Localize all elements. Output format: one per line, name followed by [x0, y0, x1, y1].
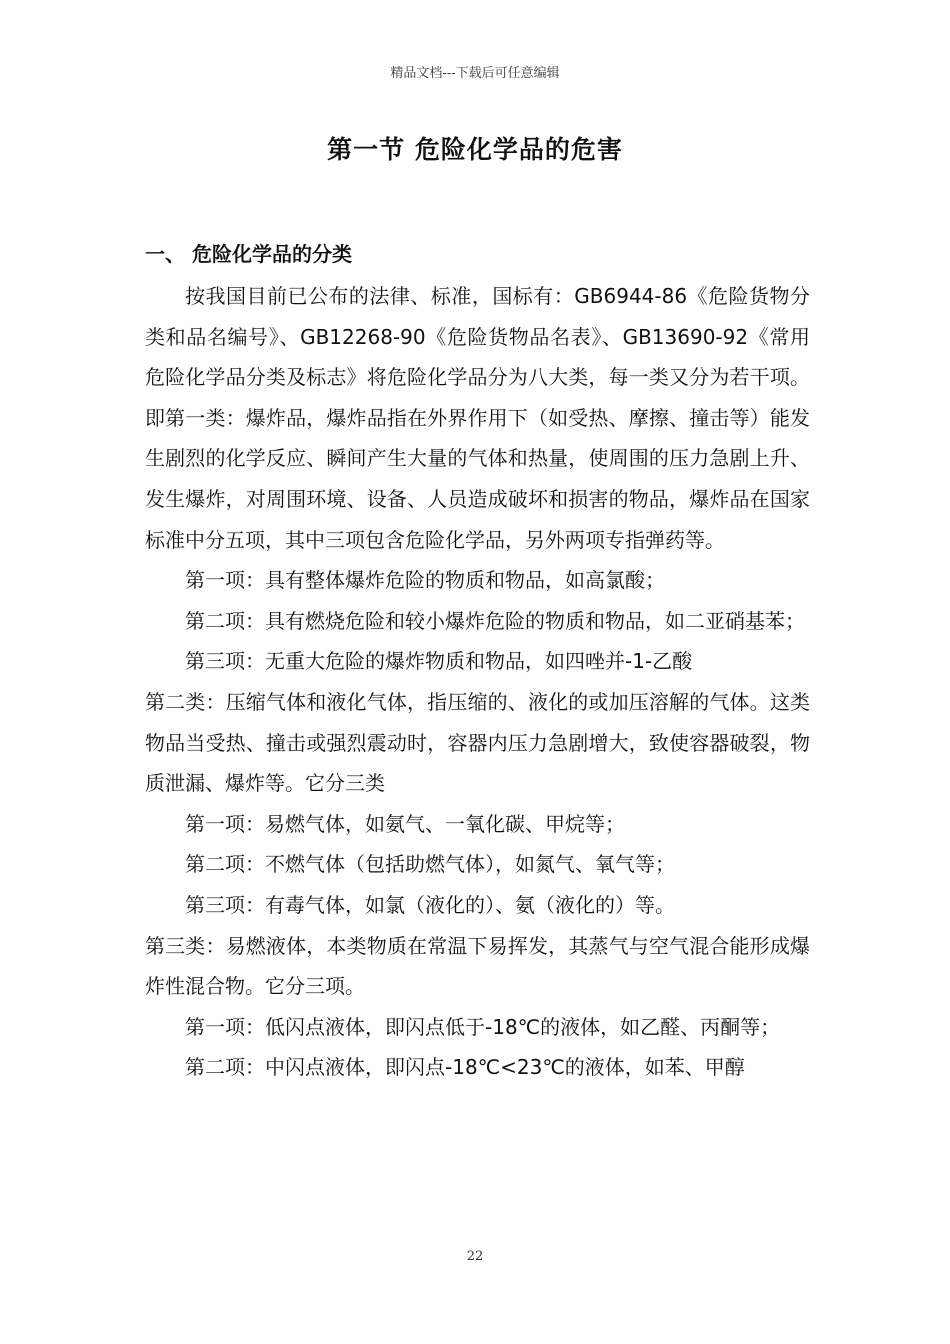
- paragraph-class2: 第二类：压缩气体和液化气体，指压缩的、液化的或加压溶解的气体。这类物品当受热、撞击或强烈震动时，容器内压力急剧增大，致使容器破裂，物质泄漏、爆炸等。它分三类: [145, 689, 810, 796]
- paragraph-class2-item3: 第三项：有毒气体，如氯（液化的）、氨（液化的）等。: [185, 892, 675, 917]
- paragraph-class2-item2: 第二项：不燃气体（包括助燃气体），如氮气、氧气等；: [185, 852, 675, 877]
- paragraph-intro: 按我国目前已公布的法律、标准，国标有：GB6944-86《危险货物分类和品名编号》、GB12268-90《危险货物品名表》、GB13690-92《常用危险化学品分类及标志》将危险化学品分为八大类，每一类又分为若干项。即第一类：爆炸品，爆炸品指在外界作用下（如受热、摩擦、撞击等）能发生剧烈的化学反应、瞬间产生大量的气体和热量，使周围的压力急剧上升、发生爆炸，对周围环境、设备、人员造成破坏和损害的物品，爆炸品在国家标准中分五项，其中三项包含危险化学品，另外两项专指弹药等。: [145, 284, 810, 552]
- page-number: 22: [466, 1249, 484, 1264]
- page-title: 第一节 危险化学品的危害: [327, 135, 623, 164]
- page-header: 精品文档---下载后可任意编辑: [390, 66, 560, 81]
- section-heading: 一、 危险化学品的分类: [145, 242, 352, 266]
- body-text: [145, 276, 810, 1088]
- paragraph-class2-item1: 第一项：易燃气体，如氨气、一氧化碳、甲烷等；: [185, 811, 625, 836]
- paragraph-class3-item1: 第一项：低闪点液体，即闪点低于-18℃的液体，如乙醛、丙酮等；: [185, 1014, 781, 1039]
- paragraph-class1-item2: 第二项：具有燃烧危险和较小爆炸危险的物质和物品，如二亚硝基苯；: [185, 608, 805, 633]
- paragraph-class3: 第三类：易燃液体，本类物质在常温下易挥发，其蒸气与空气混合能形成爆炸性混合物。它分三项。: [145, 933, 810, 999]
- paragraph-class1-item1: 第一项：具有整体爆炸危险的物质和物品，如高氯酸；: [185, 568, 665, 593]
- paragraph-class1-item3: 第三项：无重大危险的爆炸物质和物品，如四唑并-1-乙酸: [185, 649, 693, 674]
- paragraph-class3-item2: 第二项：中闪点液体，即闪点-18℃<23℃的液体，如苯、甲醇: [185, 1055, 745, 1080]
